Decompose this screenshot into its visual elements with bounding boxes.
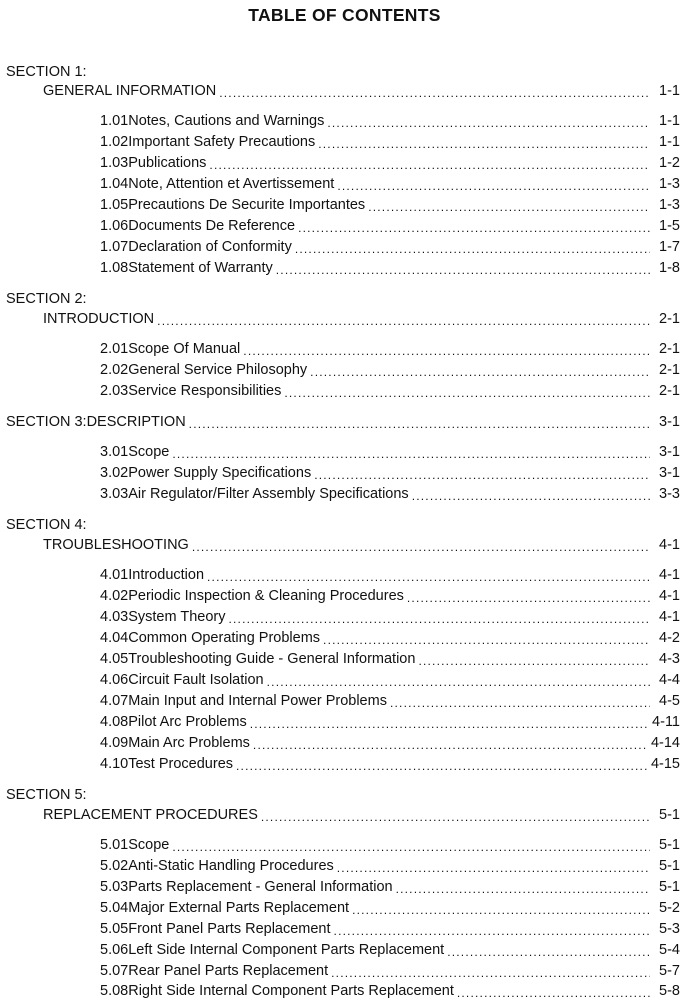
section-heading-row[interactable]	[43, 82, 680, 100]
dot-leader	[390, 696, 650, 710]
page-number: 5-8	[659, 983, 680, 999]
section-label: SECTION 2:	[6, 291, 87, 307]
dot-leader	[314, 468, 650, 482]
page-number: 5-2	[659, 900, 680, 916]
entry-number: 1.01	[100, 113, 129, 129]
toc-entry[interactable]	[100, 629, 680, 647]
dot-leader	[253, 738, 647, 752]
section-label: SECTION 1:	[6, 64, 87, 80]
dot-leader	[276, 263, 650, 277]
dot-leader	[284, 386, 650, 400]
dot-leader	[172, 840, 650, 854]
entry-title: Parts Replacement - General Information	[128, 879, 393, 895]
entry-number: 1.03	[100, 155, 129, 171]
page-number: 5-1	[659, 879, 680, 895]
page-number: 3-1	[659, 465, 680, 481]
toc-entry[interactable]	[100, 361, 680, 379]
section-heading-row[interactable]	[43, 310, 680, 328]
entry-number: 2.03	[100, 383, 129, 399]
entry-number: 2.02	[100, 362, 129, 378]
toc-entry[interactable]	[100, 734, 680, 752]
section-label: SECTION 5:	[6, 787, 87, 803]
entry-number: 4.08	[100, 714, 129, 730]
toc-entry[interactable]	[100, 857, 680, 875]
entry-title: Common Operating Problems	[128, 630, 321, 646]
page-number: 5-4	[659, 942, 680, 958]
entry-number: 1.05	[100, 197, 129, 213]
page-number: 1-7	[659, 239, 680, 255]
page-number: 1-2	[659, 155, 680, 171]
entry-title: Precautions De Securite Importantes	[128, 197, 366, 213]
section-heading: DESCRIPTION	[86, 414, 186, 430]
page-number: 4-1	[659, 537, 680, 553]
entry-title: Introduction	[128, 567, 205, 583]
page-number: 3-1	[659, 444, 680, 460]
page-number: 4-5	[659, 693, 680, 709]
page-number: 3-3	[659, 486, 680, 502]
entry-number: 4.07	[100, 693, 129, 709]
entry-title: Left Side Internal Component Parts Replacement	[128, 942, 445, 958]
dot-leader	[207, 570, 650, 584]
entry-title: General Service Philosophy	[128, 362, 308, 378]
toc-entry[interactable]	[100, 650, 680, 668]
entry-number: 4.04	[100, 630, 129, 646]
dot-leader	[236, 759, 647, 773]
page-number: 2-1	[659, 311, 680, 327]
page-number: 2-1	[659, 341, 680, 357]
page-number: 4-14	[650, 735, 680, 751]
page-number: 3-1	[659, 414, 680, 430]
entry-title: Scope	[128, 444, 170, 460]
section-heading-row[interactable]	[43, 806, 680, 824]
toc-entry[interactable]	[100, 692, 680, 710]
entry-title: Major External Parts Replacement	[128, 900, 350, 916]
entry-title: Rear Panel Parts Replacement	[128, 963, 329, 979]
toc-entry[interactable]	[100, 485, 680, 503]
toc-entry[interactable]	[100, 920, 680, 938]
toc-entry[interactable]	[100, 133, 680, 151]
page-number: 2-1	[659, 362, 680, 378]
page-number: 4-1	[659, 609, 680, 625]
entry-title: Main Input and Internal Power Problems	[128, 693, 387, 709]
toc-entry[interactable]	[100, 340, 680, 358]
entry-title: Service Responsibilities	[128, 383, 282, 399]
toc-entry[interactable]	[100, 941, 680, 959]
page-number: 4-3	[659, 651, 680, 667]
dot-leader	[334, 924, 650, 938]
entry-title: Important Safety Precautions	[128, 134, 316, 150]
page-number: 5-7	[659, 963, 680, 979]
toc-entry[interactable]	[100, 962, 680, 980]
entry-number: 4.09	[100, 735, 129, 751]
entry-number: 5.05	[100, 921, 129, 937]
section-heading: INTRODUCTION	[43, 311, 155, 327]
dot-leader	[407, 591, 650, 605]
entry-title: Troubleshooting Guide - General Information	[128, 651, 416, 667]
dot-leader	[228, 612, 650, 626]
entry-title: Air Regulator/Filter Assembly Specifications	[128, 486, 409, 502]
page-number: 4-4	[659, 672, 680, 688]
entry-number: 5.02	[100, 858, 129, 874]
toc-entry[interactable]	[100, 899, 680, 917]
entry-title: Statement of Warranty	[128, 260, 273, 276]
dot-leader	[243, 344, 650, 358]
section-label: SECTION 3:	[6, 414, 87, 430]
toc-entry[interactable]	[100, 878, 680, 896]
dot-leader	[318, 137, 650, 151]
toc-entry[interactable]	[100, 259, 680, 277]
entry-number: 4.02	[100, 588, 129, 604]
page-title: TABLE OF CONTENTS	[248, 5, 441, 25]
page-number: 1-3	[659, 176, 680, 192]
entry-number: 1.06	[100, 218, 129, 234]
toc-entry[interactable]	[100, 671, 680, 689]
dot-leader	[396, 882, 650, 896]
dot-leader	[457, 986, 650, 1000]
page-number: 1-1	[659, 83, 680, 99]
entry-number: 4.05	[100, 651, 129, 667]
dot-leader	[157, 314, 650, 328]
entry-number: 1.08	[100, 260, 129, 276]
entry-number: 1.04	[100, 176, 129, 192]
entry-number: 5.04	[100, 900, 129, 916]
entry-number: 5.03	[100, 879, 129, 895]
toc-entry[interactable]	[100, 112, 680, 130]
entry-title: Periodic Inspection & Cleaning Procedures	[128, 588, 404, 604]
entry-number: 5.01	[100, 837, 129, 853]
section-heading: REPLACEMENT PROCEDURES	[43, 807, 258, 823]
toc-entry[interactable]	[100, 982, 680, 1000]
dot-leader	[447, 945, 650, 959]
page-number: 1-3	[659, 197, 680, 213]
entry-title: Declaration of Conformity	[128, 239, 292, 255]
entry-number: 4.06	[100, 672, 129, 688]
toc-entry[interactable]	[100, 836, 680, 854]
entry-title: Test Procedures	[128, 756, 234, 772]
page-number: 1-8	[659, 260, 680, 276]
entry-title: Circuit Fault Isolation	[128, 672, 264, 688]
page-number: 4-15	[650, 756, 680, 772]
page-number: 1-1	[659, 134, 680, 150]
page-number: 5-3	[659, 921, 680, 937]
page-number: 4-1	[659, 567, 680, 583]
entry-title: Front Panel Parts Replacement	[128, 921, 331, 937]
dot-leader	[368, 200, 650, 214]
dot-leader	[267, 675, 650, 689]
entry-title: Anti-Static Handling Procedures	[128, 858, 334, 874]
entry-title: Scope	[128, 837, 170, 853]
entry-title: Right Side Internal Component Parts Replacement	[128, 983, 454, 999]
page-number: 1-1	[659, 113, 680, 129]
page-number: 4-2	[659, 630, 680, 646]
toc-entry[interactable]	[100, 566, 680, 584]
entry-number: 3.03	[100, 486, 129, 502]
dot-leader	[412, 489, 650, 503]
dot-leader	[219, 86, 650, 100]
entry-number: 1.02	[100, 134, 129, 150]
entry-title: Main Arc Problems	[128, 735, 250, 751]
dot-leader	[327, 116, 650, 130]
dot-leader	[418, 654, 650, 668]
section-heading-row[interactable]	[6, 413, 680, 431]
entry-number: 1.07	[100, 239, 129, 255]
dot-leader	[250, 717, 648, 731]
dot-leader	[298, 221, 650, 235]
entry-number: 4.01	[100, 567, 129, 583]
toc-entry[interactable]	[100, 196, 680, 214]
page-number: 5-1	[659, 858, 680, 874]
entry-number: 4.10	[100, 756, 129, 772]
entry-title: Publications	[128, 155, 207, 171]
entry-number: 3.02	[100, 465, 129, 481]
toc-entry[interactable]	[100, 217, 680, 235]
entry-number: 3.01	[100, 444, 129, 460]
entry-title: Pilot Arc Problems	[128, 714, 247, 730]
dot-leader	[209, 158, 650, 172]
entry-number: 5.07	[100, 963, 129, 979]
entry-number: 4.03	[100, 609, 129, 625]
toc-entry[interactable]	[100, 755, 680, 773]
page-number: 1-5	[659, 218, 680, 234]
page-number: 4-11	[652, 714, 680, 730]
entry-title: Documents De Reference	[128, 218, 296, 234]
entry-title: Scope Of Manual	[128, 341, 241, 357]
page-number: 4-1	[659, 588, 680, 604]
page-number: 5-1	[659, 837, 680, 853]
dot-leader	[352, 903, 650, 917]
toc-entry[interactable]	[100, 382, 680, 400]
dot-leader	[192, 540, 650, 554]
toc-entry[interactable]	[100, 608, 680, 626]
dot-leader	[295, 242, 650, 256]
toc-entry[interactable]	[100, 238, 680, 256]
entry-number: 5.06	[100, 942, 129, 958]
toc-entry[interactable]	[100, 175, 680, 193]
dot-leader	[172, 447, 650, 461]
section-heading: TROUBLESHOOTING	[43, 537, 189, 553]
entry-title: Notes, Cautions and Warnings	[128, 113, 325, 129]
dot-leader	[337, 861, 650, 875]
dot-leader	[337, 179, 650, 193]
section-heading: GENERAL INFORMATION	[43, 83, 217, 99]
dot-leader	[189, 417, 650, 431]
entry-title: Note, Attention et Avertissement	[128, 176, 335, 192]
page-number: 5-1	[659, 807, 680, 823]
entry-title: Power Supply Specifications	[128, 465, 312, 481]
section-heading-row[interactable]	[43, 536, 680, 554]
toc-entry[interactable]	[100, 443, 680, 461]
toc-entry[interactable]	[100, 154, 680, 172]
toc-entry[interactable]	[100, 587, 680, 605]
toc-entry[interactable]	[100, 464, 680, 482]
dot-leader	[323, 633, 650, 647]
dot-leader	[331, 966, 650, 980]
dot-leader	[310, 365, 650, 379]
toc-entry[interactable]	[100, 713, 680, 731]
entry-number: 5.08	[100, 983, 129, 999]
section-label: SECTION 4:	[6, 517, 87, 533]
page-number: 2-1	[659, 383, 680, 399]
entry-title: System Theory	[128, 609, 226, 625]
entry-number: 2.01	[100, 341, 129, 357]
dot-leader	[261, 810, 650, 824]
